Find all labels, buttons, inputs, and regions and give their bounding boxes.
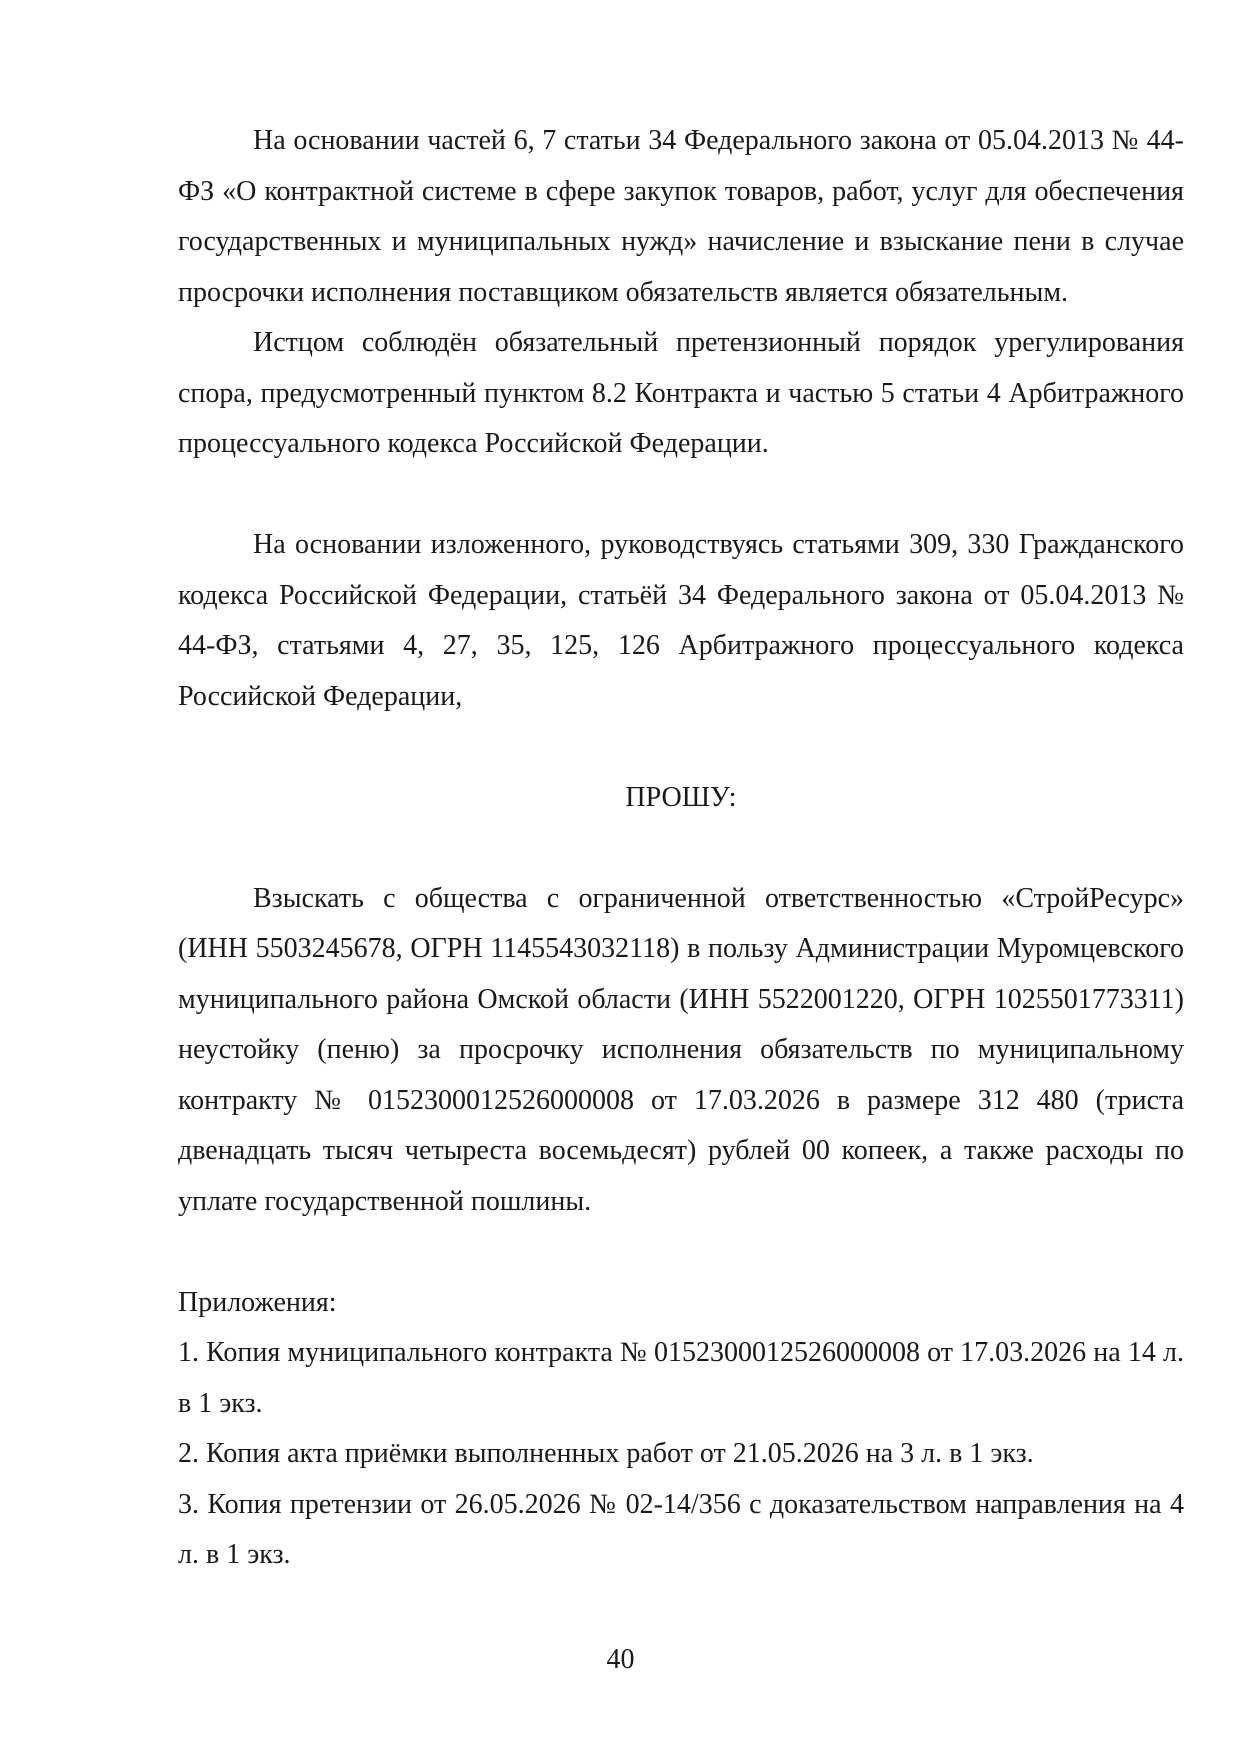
page-number: 40 (606, 1644, 635, 1675)
spacer (178, 722, 1184, 773)
spacer (178, 470, 1184, 521)
request-heading: ПРОШУ: (625, 781, 737, 813)
attachment-item: 2. Копия акта приёмки выполненных работ от 21.05.2026 на 3 л. в 1 экз. (178, 1438, 1034, 1469)
attachment-item: 3. Копия претензии от 26.05.2026 № 02-14/356 с доказательством направления на 4 л. в 1 экз. (178, 1488, 1184, 1570)
spacer (178, 823, 1184, 874)
paragraph-grounds: На основании изложенного, руководствуясь статьями 309, 330 Гражданского кодекса Российской Федерации, статьёй 34 Федерального закона от 05.04.2013 № 44-ФЗ, статьями 4, 27, 35, 125, 126 Арбитражного процессуального кодекса Российской Федерации, (178, 529, 1184, 712)
document-body (178, 116, 1184, 1581)
spacer (178, 1227, 1184, 1278)
attachments-title: Приложения: (178, 1286, 337, 1318)
paragraph-claim-procedure: Истцом соблюдён обязательный претензионный порядок урегулирования спора, предусмотренный пунктом 8.2 Контракта и частью 5 статьи 4 Арбитражного процессуального кодекса Российской Федерации. (178, 327, 1184, 459)
paragraph-legal-basis: На основании частей 6, 7 статьи 34 Федерального закона от 05.04.2013 № 44-ФЗ «О контрактной системе в сфере закупок товаров, работ, услуг для обеспечения государственных и муниципальных нужд» начисление и взыскание пени в случае просрочки исполнения поставщиком обязательств является обязательным. (178, 125, 1184, 308)
paragraph-request: Взыскать с общества с ограниченной ответственностью «СтройРесурс» (ИНН 5503245678, ОГРН 1145543032118) в пользу Администрации Муромцевского муниципального района Омской области (ИНН 5522001220, ОГРН 1025501773311) неустойку (пеню) за просрочку исполнения обязательств по муниципальному контракту № 0152300012526000008 от 17.03.2026 в размере 312 480 (триста двенадцать тысяч четыреста восемьдесят) рублей 00 копеек, а также расходы по уплате государственной пошлины. (178, 882, 1184, 1217)
attachment-item: 1. Копия муниципального контракта № 0152300012526000008 от 17.03.2026 на 14 л. в 1 экз. (178, 1337, 1184, 1419)
